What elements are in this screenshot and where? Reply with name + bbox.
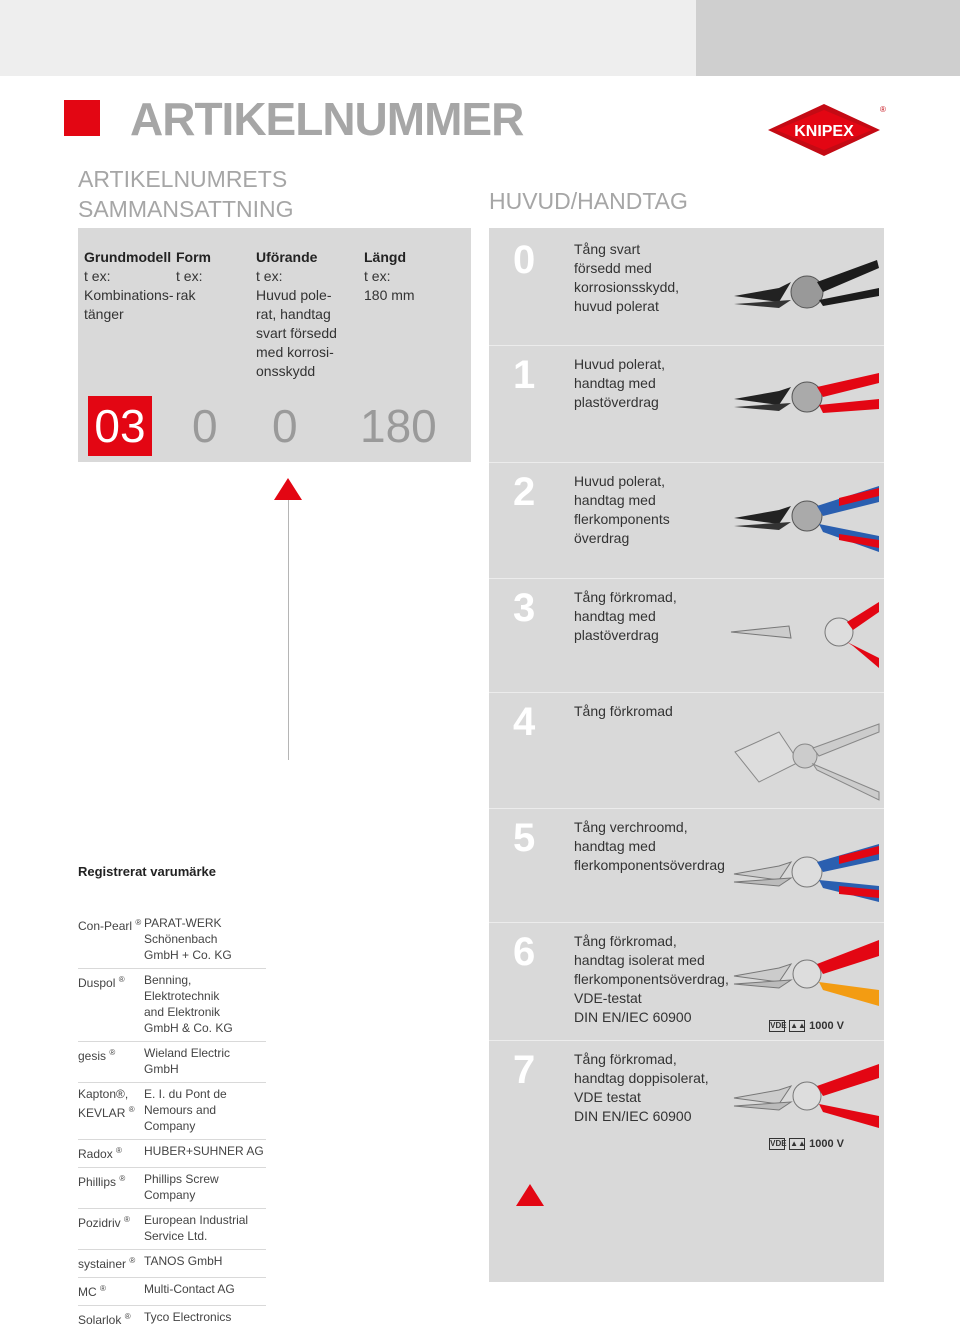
top-band-left [0, 0, 696, 76]
trademark-row: MC ® Multi-Contact AG [78, 1278, 266, 1306]
trademark-row: Phillips ® Phillips Screw Company [78, 1168, 266, 1209]
variant-row-6 [489, 924, 884, 1039]
trademark-row: Duspol ® Benning, Elektrotechnik and Elektronik GmbH & Co. KG [78, 969, 266, 1042]
connector-line [288, 500, 289, 760]
pliers-chrome-red-handle-icon [729, 594, 879, 674]
variant-number: 0 [513, 238, 536, 282]
variant-number: 5 [513, 816, 536, 860]
col-langd: Längd t ex: 180 mm [364, 249, 415, 303]
variant-description: Tång verchroomd, handtag med flerkomponentsöverdrag [574, 819, 725, 873]
col-grundmodell: Grundmodell t ex: Kombinations- tänger [84, 249, 174, 322]
composition-box [78, 228, 471, 462]
title-marker [64, 100, 100, 136]
variant-description: Tång förkromad [574, 703, 673, 719]
arrow-up-icon [274, 478, 302, 500]
pliers-black-icon [729, 252, 879, 322]
col-form: Form t ex: rak [176, 249, 211, 303]
variant-description: Tång förkromad, handtag med plastöverdrag [574, 589, 677, 643]
trademark-row: Solarlok ® Tyco Electronics [78, 1310, 232, 1327]
pliers-chrome-multicomponent-icon [729, 834, 879, 914]
section-title: HUVUD/HANDTAG [489, 188, 688, 214]
arrow-up-icon [516, 1184, 544, 1206]
digit-grundmodell: 03 [88, 396, 152, 456]
variant-number: 7 [513, 1048, 536, 1092]
pliers-dip-insulated-icon [729, 1056, 879, 1136]
vde-mark-icon: VDE [770, 1139, 787, 1148]
trademark-row: Radox ® HUBER+SUHNER AG [78, 1140, 266, 1168]
variant-row-0 [489, 232, 884, 344]
variant-row-3 [489, 580, 884, 691]
pliers-red-handle-icon [729, 359, 879, 429]
digit-utforande: 0 [272, 400, 298, 452]
double-triangle-icon: ▲▲ [790, 1139, 806, 1148]
trademark-row: Pozidriv ® European Industrial Service Ltd. [78, 1209, 266, 1250]
variant-number: 6 [513, 930, 536, 974]
pliers-vde-insulated-icon [729, 934, 879, 1014]
trademark-row: Con-Pearl ® PARAT-WERK Schönenbach GmbH + Co. KG [78, 912, 266, 969]
vde-badge: VDE ▲▲ 1000 V [770, 1020, 844, 1032]
trademark-title: Registrerat varumärke [78, 864, 217, 879]
variant-description: Tång förkromad, handtag doppisolerat, VDE testat DIN EN/IEC 60900 [574, 1051, 709, 1124]
double-triangle-icon: ▲▲ [790, 1021, 806, 1030]
knipex-logo [762, 98, 886, 162]
logo-text: KNIPEX [794, 123, 854, 140]
pliers-multicomponent-icon [729, 476, 879, 566]
variant-description: Tång förkromad, handtag isolerat med flerkomponentsöverdrag, VDE-testat DIN EN/IEC 60900 [574, 933, 729, 1025]
trademark-row: Kapton®, KEVLAR ® E. I. du Pont de Nemours and Company [78, 1083, 266, 1140]
col-utforande: Uförande t ex: Huvud pole- rat, handtag svart försedd med korrosi- onsskydd [256, 249, 337, 379]
variant-row-1 [489, 347, 884, 461]
variant-row-7 [489, 1042, 884, 1162]
trademark-table [78, 912, 266, 1333]
variant-row-2 [489, 464, 884, 577]
variant-number: 2 [513, 470, 536, 514]
side-cutter-chrome-icon [729, 712, 879, 802]
digit-form: 0 [192, 400, 218, 452]
variant-description: Tång svart försedd med korrosionsskydd, huvud polerat [574, 241, 680, 314]
vde-mark-icon: VDE [770, 1021, 787, 1030]
variant-description: Huvud polerat, handtag med plastöverdrag [574, 356, 666, 410]
svg-text:®: ® [880, 105, 886, 114]
variant-row-5 [489, 810, 884, 921]
variant-number: 1 [513, 353, 536, 397]
page-title: ARTIKELNUMMER [130, 93, 524, 145]
top-band-right [696, 0, 960, 76]
variant-number: 3 [513, 586, 536, 630]
variant-number: 4 [513, 700, 536, 744]
digit-langd: 180 [360, 400, 437, 452]
trademark-row: systainer ® TANOS GmbH [78, 1250, 266, 1278]
trademark-row: gesis ® Wieland Electric GmbH [78, 1042, 266, 1083]
variant-description: Huvud polerat, handtag med flerkomponents överdrag [574, 473, 670, 546]
subtitle: ARTIKELNUMRETS SAMMANSATTNING [78, 166, 294, 222]
variant-row-4 [489, 694, 884, 807]
vde-badge: VDE ▲▲ 1000 V [770, 1138, 844, 1150]
